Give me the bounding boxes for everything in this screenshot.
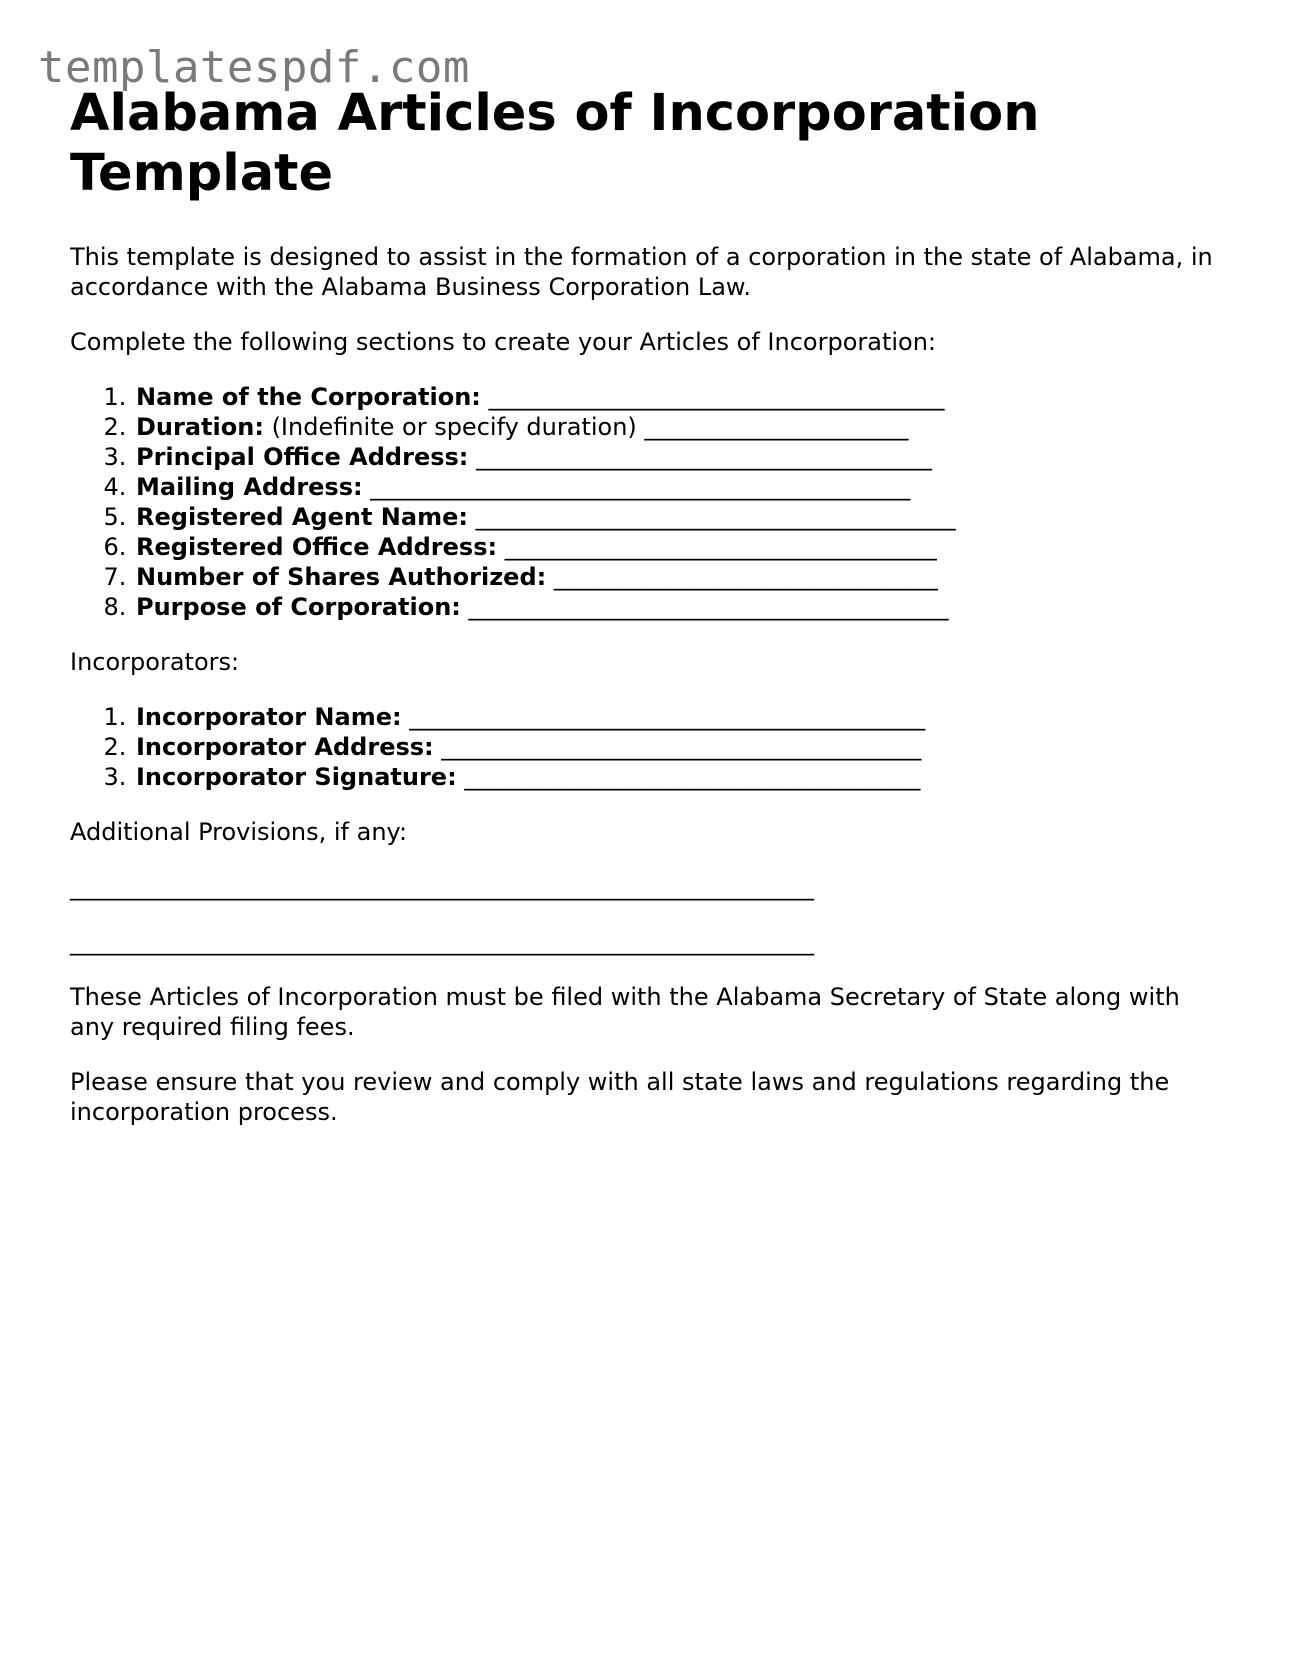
section-item-principal-office — [134, 442, 1230, 472]
section-item-shares — [134, 562, 1230, 592]
document-body — [70, 84, 1230, 1127]
incorporator-item-address — [134, 732, 1230, 762]
section-note: (Indefinite or specify duration) — [271, 413, 637, 441]
intro-paragraph: This template is designed to assist in the formation of a corporation in the state of Alabama, in accordance with the Alabama Business Corporation Law. — [70, 243, 1221, 301]
incorporators-heading: Incorporators: — [70, 648, 240, 676]
section-label: Principal Office Address: — [136, 443, 469, 471]
incorporator-item-name — [134, 702, 1230, 732]
fill-blank[interactable]: ________________________________ — [553, 563, 938, 591]
page-title: Alabama Articles of Incorporation Template — [70, 84, 1040, 203]
provisions-heading: Additional Provisions, if any: — [70, 818, 408, 846]
site-watermark: templatespdf.com — [38, 42, 470, 93]
filing-note: These Articles of Incorporation must be filed with the Alabama Secretary of State along with any required filing fees. — [70, 983, 1188, 1041]
provision-line[interactable]: ______________________________________________________________ — [70, 928, 814, 956]
section-label: Registered Agent Name: — [136, 503, 468, 531]
section-item-purpose — [134, 592, 1230, 622]
provision-line[interactable]: ______________________________________________________________ — [70, 873, 814, 901]
section-item-registered-agent — [134, 502, 1230, 532]
fill-blank[interactable]: ____________________________________ — [504, 533, 937, 561]
fill-blank[interactable]: ______________________________________ — [476, 443, 933, 471]
incorporators-list — [70, 702, 1230, 792]
fill-blank[interactable]: ______________________________________ — [464, 763, 921, 791]
fill-blank[interactable]: ______________________ — [644, 413, 909, 441]
section-label: Name of the Corporation: — [136, 383, 481, 411]
section-label: Number of Shares Authorized: — [136, 563, 547, 591]
section-label: Mailing Address: — [136, 473, 363, 501]
section-item-mailing-address — [134, 472, 1230, 502]
incorporator-label: Incorporator Address: — [136, 733, 434, 761]
incorporator-label: Incorporator Name: — [136, 703, 402, 731]
section-label: Purpose of Corporation: — [136, 593, 461, 621]
instructions-paragraph: Complete the following sections to create your Articles of Incorporation: — [70, 328, 937, 356]
section-label: Registered Office Address: — [136, 533, 498, 561]
section-item-registered-office — [134, 532, 1230, 562]
fill-blank[interactable]: ________________________________________ — [468, 593, 949, 621]
fill-blank[interactable]: ________________________________________ — [441, 733, 922, 761]
section-item-duration — [134, 412, 1230, 442]
section-label: Duration: — [136, 413, 264, 441]
section-item-name — [134, 382, 1230, 412]
sections-list — [70, 382, 1230, 622]
incorporator-label: Incorporator Signature: — [136, 763, 457, 791]
fill-blank[interactable]: ___________________________________________ — [409, 703, 926, 731]
fill-blank[interactable]: ______________________________________ — [488, 383, 945, 411]
fill-blank[interactable]: ________________________________________ — [475, 503, 956, 531]
incorporator-item-signature — [134, 762, 1230, 792]
compliance-note: Please ensure that you review and comply with all state laws and regulations regarding the incorporation process. — [70, 1068, 1177, 1126]
fill-blank[interactable]: _____________________________________________ — [370, 473, 911, 501]
